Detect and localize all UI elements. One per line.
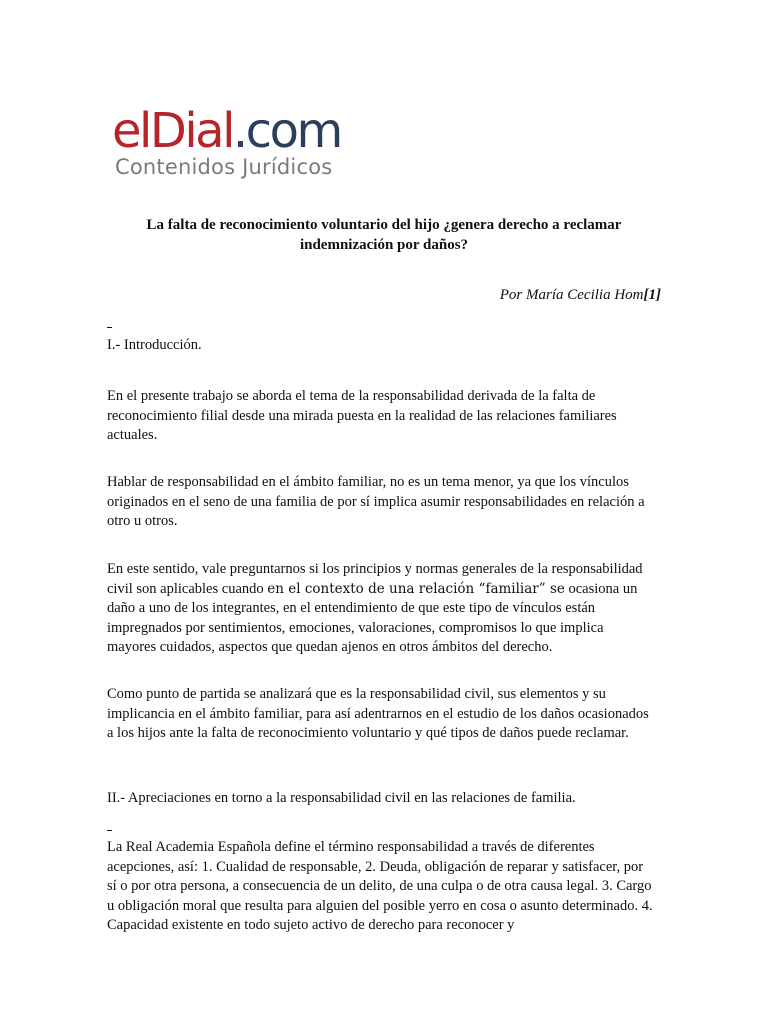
logo-wordmark [112, 103, 341, 159]
author-line [400, 285, 661, 305]
author-name: Por María Cecilia Hom [499, 287, 644, 303]
author-footnote-link[interactable]: [1] [643, 287, 661, 303]
logo-tld-text: .com [232, 103, 341, 159]
paragraph-3-part-3: ocasiona un daño a uno de los integrantes, en el entendimiento de que este tipo de vínculos están impregnados por sentimientos, emociones, valoraciones, compromisos lo que implica mayores cuidados, aspectos que quedan ajenos en otros ámbitos del derecho. [107, 580, 638, 655]
paragraph-1: En el presente trabajo se aborda el tema de la responsabilidad derivada de la falta de reconocimiento filial desde una mirada puesta en la realidad de las relaciones familiares actuales. [107, 388, 617, 443]
paragraph-5: La Real Academia Española define el término responsabilidad a través de diferentes acepciones, así: 1. Cualidad de responsable, 2. Deuda, obligación de reparar y satisfacer, por sí o por otra persona, a consecuencia de un delito, de una culpa o de otra causa legal. 3. Cargo u obligación moral que resulta para alguien del posible yerro en cosa o asunto determinado. 4. Capacidad existente en todo sujeto activo de derecho para reconocer y [107, 839, 653, 933]
paragraph-3 [107, 560, 655, 658]
document-title: La falta de reconocimiento voluntario del hijo ¿genera derecho a reclamar indemnización por daños? [146, 217, 622, 253]
logo-brand-text: elDial [112, 103, 233, 159]
section-heading-apreciaciones: II.- Apreciaciones en torno a la responsabilidad civil en las relaciones de familia. [107, 790, 576, 806]
section-heading-introduccion: I.- Introducción. [107, 337, 202, 353]
paragraph-marker [107, 327, 112, 328]
logo-subtitle: Contenidos Jurídicos [115, 155, 333, 179]
paragraph-3-part-1: En este sentido, vale preguntarnos si los principios y normas generales de la responsabilidad civil son aplicables cuando [107, 561, 643, 597]
paragraph-4: Como punto de partida se analizará que es la responsabilidad civil, sus elementos y su implicancia en el ámbito familiar, para así adentrarnos en el estudio de los daños ocasionados a los hijos ante la falta de reconocimiento voluntario y qué tipos de daños puede reclamar. [107, 686, 649, 741]
eldial-logo [112, 103, 352, 179]
paragraph-2: Hablar de responsabilidad en el ámbito familiar, no es un tema menor, ya que los vínculos originados en el seno de una familia de por sí implica asumir responsabilidades en relación a otro u otros. [107, 474, 645, 529]
paragraph-marker [107, 830, 112, 831]
paragraph-3-part-2: en el contexto de una relación “familiar” se [267, 580, 565, 597]
